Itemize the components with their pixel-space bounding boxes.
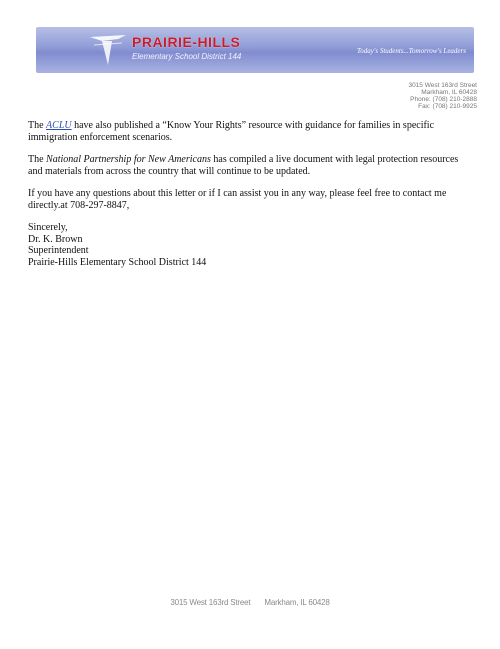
paragraph-npna: The National Partnership for New Americans has compiled a live document with legal protection resources and materials from across the country that will continue to be updated. [28, 154, 459, 177]
letter-body [28, 120, 474, 268]
address-city: Markham, IL 60428 [421, 89, 477, 96]
footer-street: 3015 West 163rd Street [170, 598, 251, 607]
address-phone: Phone: (708) 210-2888 [410, 96, 477, 103]
district-title: PRAIRIE-HILLS [132, 34, 241, 50]
letterhead-banner [36, 27, 474, 73]
page-footer [0, 598, 500, 607]
aclu-link[interactable]: ACLU [46, 120, 72, 131]
npna-name: National Partnership for New Americans [46, 154, 211, 165]
paragraph-contact: If you have any questions about this letter or if I can assist you in any way, please feel free to contact me directly.at 708-297-8847, [28, 188, 447, 211]
valediction: Sincerely, [28, 222, 68, 233]
address-fax: Fax: (708) 210-9925 [418, 103, 477, 110]
footer-city: Markham, IL 60428 [264, 598, 330, 607]
signer-name: Dr. K. Brown [28, 233, 83, 245]
header-address [408, 82, 477, 110]
signer-role: Superintendent [28, 245, 89, 256]
signer-organization: Prairie-Hills Elementary School District 144 [28, 256, 207, 268]
district-subtitle: Elementary School District 144 [132, 52, 242, 61]
district-logo-icon [88, 31, 128, 69]
signature-block [28, 222, 474, 268]
paragraph-aclu: The ACLU have also published a “Know Your Rights” resource with guidance for families in specific immigration enforcement scenarios. [28, 120, 435, 143]
address-street: 3015 West 163rd Street [408, 82, 477, 89]
district-tagline: Today's Students...Tomorrow's Leaders [357, 47, 466, 55]
